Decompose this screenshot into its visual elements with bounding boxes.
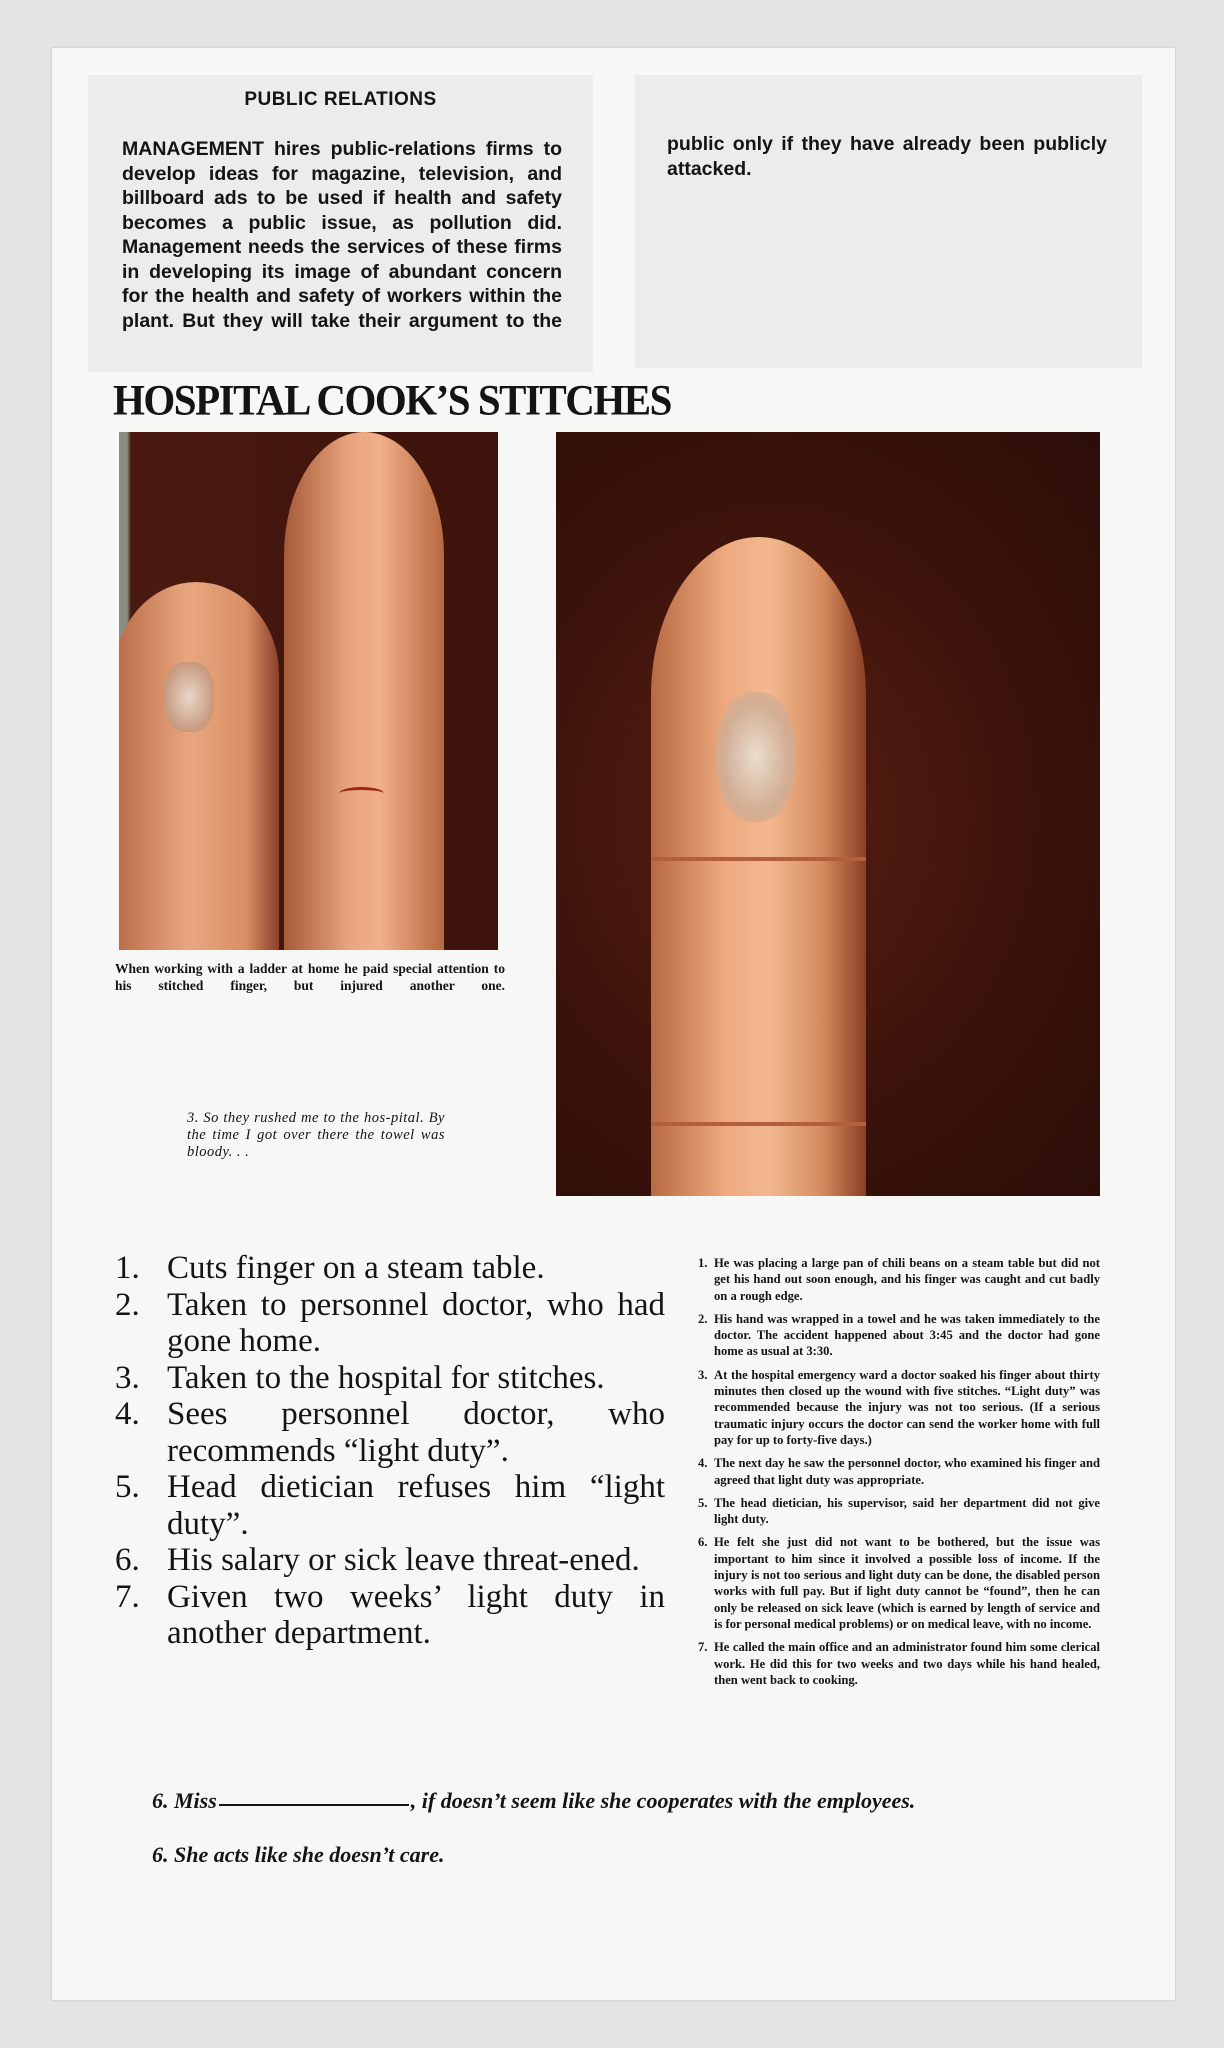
list-item [115,1396,665,1469]
item-number: 6. [698,1535,708,1550]
item-text: The next day he saw the personnel doctor, who examined his finger and agreed that light duty was appropriate. [714,1456,1100,1487]
item-text: At the hospital emergency ward a doctor soaked his finger about thirty minutes then closed up the wound with five stitches. “Light duty” was recommended because the injury was not too serious. (If a serious traumatic injury occurs the doctor can send the worker home with full pay for up to forty-five days.) [714,1367,1100,1447]
photo-stitched-finger [556,432,1100,1196]
item-number: 4. [698,1456,708,1471]
detail-list [698,1255,1100,1695]
list-item [698,1255,1100,1304]
item-text: Sees personnel doctor, who recommends “light duty”. [167,1396,665,1469]
list-item [698,1495,1100,1528]
list-item [115,1542,665,1579]
item-number: 6. [115,1542,140,1578]
item-number: 3. [115,1359,140,1396]
comment-suffix: , if doesn’t seem like she cooperates with the employees. [410,1788,916,1813]
worker-quote: 3. So they rushed me to the hos-pital. By the time I got over there the towel was bloody. . . [187,1110,445,1160]
item-text: Taken to the hospital for stitches. [167,1359,605,1396]
list-item [698,1455,1100,1488]
item-number: 3. [698,1367,708,1382]
item-text: His hand was wrapped in a towel and he was taken immediately to the doctor. The accident happened about 3:45 and the doctor had gone home as usual at 3:30. [714,1311,1100,1359]
worker-comment-1 [152,1788,915,1814]
item-text: The head dietician, his supervisor, said her department did not give light duty. [714,1495,1100,1527]
list-item [115,1360,665,1397]
public-relations-box [88,75,593,372]
list-item [698,1311,1100,1360]
item-number: 1. [698,1256,708,1270]
page-title: HOSPITAL COOK’S STITCHES [113,375,671,425]
item-number: 7. [115,1578,140,1615]
item-text: He was placing a large pan of chili beans on a steam table but did not get his hand out soon enough, and his finger was caught and cut badly on a rough edge. [714,1256,1100,1303]
item-number: 2. [698,1311,708,1326]
public-relations-text: MANAGEMENT hires public-relations firms to develop ideas for magazine, television, and billboard ads to be used if health and safety becomes a public issue, as pollution did. Management needs the services of these firms in developing its image of abundant concern for the health and safety of workers within the plant. But they will take their argument to the [122,138,562,332]
item-number: 1. [115,1250,140,1286]
item-text: He felt she just did not want to be bothered, but the issue was important to him since it involved a possible loss of income. If the injury is not too serious and light duty can be done, the disabled person works with full pay. But if light duty cannot be “found”, then he can only be released on sick leave (which is earned by length of service and is for personal medical problems) or on medical leave, with no income. [714,1535,1100,1631]
public-relations-continued-box [635,75,1142,368]
item-text: Taken to personnel doctor, who had gone home. [167,1286,665,1359]
item-text: Cuts finger on a steam table. [167,1250,545,1286]
list-item [698,1534,1100,1632]
comment-prefix: 6. Miss [152,1788,217,1813]
item-number: 4. [115,1396,140,1432]
item-text: Given two weeks’ light duty in another department. [167,1578,665,1651]
list-item [115,1287,665,1360]
worker-comment-2: 6. She acts like she doesn’t care. [152,1842,445,1867]
item-number: 2. [115,1286,140,1323]
public-relations-text-continued: public only if they have already been publicly attacked. [667,133,1107,180]
list-item [115,1579,665,1652]
item-number: 7. [698,1640,708,1655]
summary-list [115,1250,665,1652]
blank-line [219,1804,409,1806]
list-item [115,1250,665,1287]
photo-two-fingers [119,432,498,950]
item-text: He called the main office and an administrator found him some clerical work. He did this for two weeks and two days while his hand healed, then went back to cooking. [714,1640,1100,1687]
list-item [698,1639,1100,1688]
item-text: Head dietician refuses him “light duty”. [167,1469,665,1542]
photo-caption: When working with a ladder at home he paid special attention to his stitched finger, but injured another one. [115,961,505,993]
list-item [698,1367,1100,1448]
public-relations-title: PUBLIC RELATIONS [244,89,437,110]
list-item [115,1469,665,1542]
item-number: 5. [698,1495,708,1510]
item-number: 5. [115,1469,140,1505]
item-text: His salary or sick leave threat-ened. [167,1542,640,1578]
